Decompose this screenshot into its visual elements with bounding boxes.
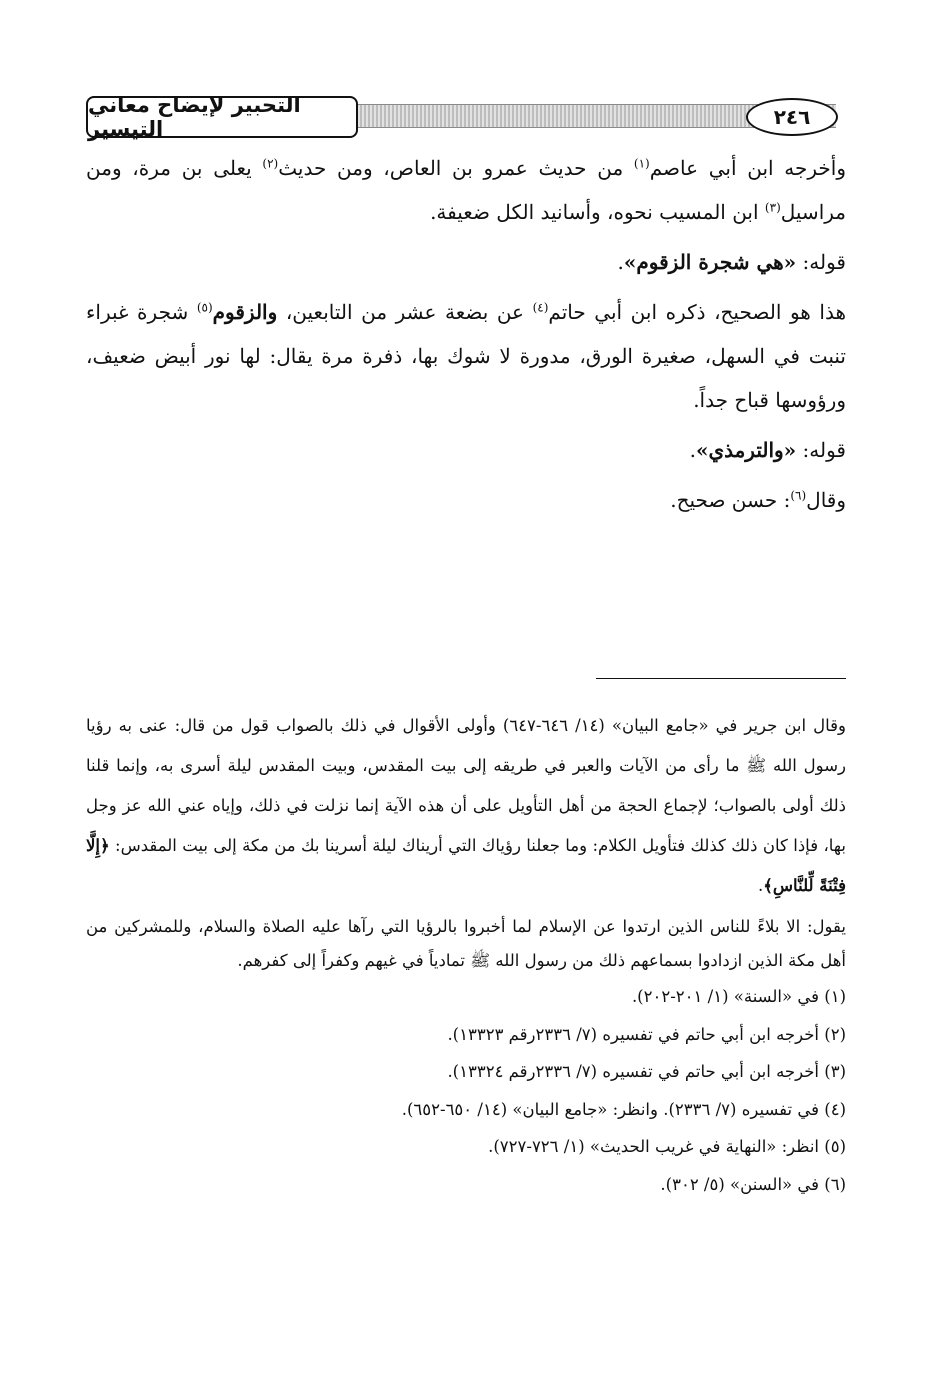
page-number: ٢٤٦ <box>746 98 838 136</box>
main-text <box>86 146 846 528</box>
footnote-3: (٣) أخرجه ابن أبي حاتم في تفسيره (٧/ ٢٣٣٦رقم ١٣٣٢٤). <box>447 1062 846 1081</box>
footnote-ref-5[interactable]: (٥) <box>196 300 213 315</box>
footnote-1: (١) في «السنة» (١/ ٢٠١-٢٠٢). <box>631 987 846 1006</box>
quran-verse: ﴿إِلَّا فِتْنَةً لِّلنَّاسِ﴾ <box>86 836 846 895</box>
footnote-ref-4[interactable]: (٤) <box>532 300 549 315</box>
footnotes-section <box>86 706 846 1203</box>
paragraph-5: وقال$^{(٦)}$: حسن صحيح. <box>670 488 846 512</box>
paragraph-2: قوله: «هي شجرة الزقوم». <box>617 250 846 274</box>
quoted-term: «هي شجرة الزقوم» <box>623 250 797 274</box>
paragraph-4: قوله: «والترمذي». <box>689 438 846 462</box>
footnote-ref-3[interactable]: (٣) <box>764 200 781 215</box>
footnote-ref-1[interactable]: (١) <box>633 156 650 171</box>
footnote-ref-6[interactable]: (٦) <box>790 488 807 503</box>
footnote-5: (٥) انظر: «النهاية في غريب الحديث» (١/ ٧٢٦-٧٢٧). <box>488 1137 846 1156</box>
note-continuation-2: يقول: الا بلاءً للناس الذين ارتدوا عن الإسلام لما أخبروا بالرؤيا التي رآها عليه الصلاة والسلام، وللمشركين من أهل مكة الذين ازدادوا بسماعهم ذلك من رسول الله ﷺ تمادياً في غيهم وكفراً إلى كفرهم. <box>86 917 846 970</box>
book-title: التحبير لإيضاح معاني التيسير <box>86 96 358 138</box>
quoted-term: «والترمذي» <box>695 438 797 462</box>
footnote-4: (٤) في تفسيره (٧/ ٢٣٣٦). وانظر: «جامع البيان» (١٤/ ٦٥٠-٦٥٢). <box>401 1099 846 1119</box>
footnote-ref-2[interactable]: (٢) <box>262 156 279 171</box>
paragraph-1: وأخرجه ابن أبي عاصم$^{(١)}$ من حديث عمرو بن العاص، ومن حديث$^{(٢)}$ يعلى بن مرة، ومن مراسيل$^{(٣)}$ ابن المسيب نحوه، وأسانيد الكل ضعيفة. <box>86 156 846 224</box>
note-continuation: وقال ابن جرير في «جامع البيان» (١٤/ ٦٤٦-٦٤٧) وأولى الأقوال في ذلك بالصواب قول من قال: عنى به رؤيا رسول الله ﷺ ما رأى من الآيات والعبر في طريقه إلى بيت المقدس، وبيت المقدس ليلة أسرى به، وإنما قلنا ذلك أولى بالصواب؛ لإجماع الحجة من أهل التأويل على أن هذه الآية إنما نزلت في ذلك، وإياه عني الله عز وجل بها، فإذا كان ذلك كذلك فتأويل الكلام: وما جعلنا رؤياك التي أريناك ليلة أسرينا بك من مكة إلى بيت المقدس: ﴿إِلَّا فِتْنَةً لِّلنَّاسِ﴾. <box>86 716 846 895</box>
page-header <box>86 93 846 142</box>
footnote-2: (٢) أخرجه ابن أبي حاتم في تفسيره (٧/ ٢٣٣٦رقم ١٣٣٢٣). <box>447 1024 846 1044</box>
footnote-divider <box>596 678 846 679</box>
bold-term: والزقوم <box>212 300 278 324</box>
footnote-6: (٦) في «السنن» (٥/ ٣٠٢). <box>660 1174 846 1194</box>
paragraph-3: هذا هو الصحيح، ذكره ابن أبي حاتم$^{(٤)}$ عن بضعة عشر من التابعين، والزقوم$^{(٥)}$ شجرة غبراء تنبت في السهل، صغيرة الورق، مدورة لا شوك بها، ذفرة مرة يقال: لها نور أبيض ضعيف، ورؤوسها قباح جداً. <box>86 300 846 412</box>
